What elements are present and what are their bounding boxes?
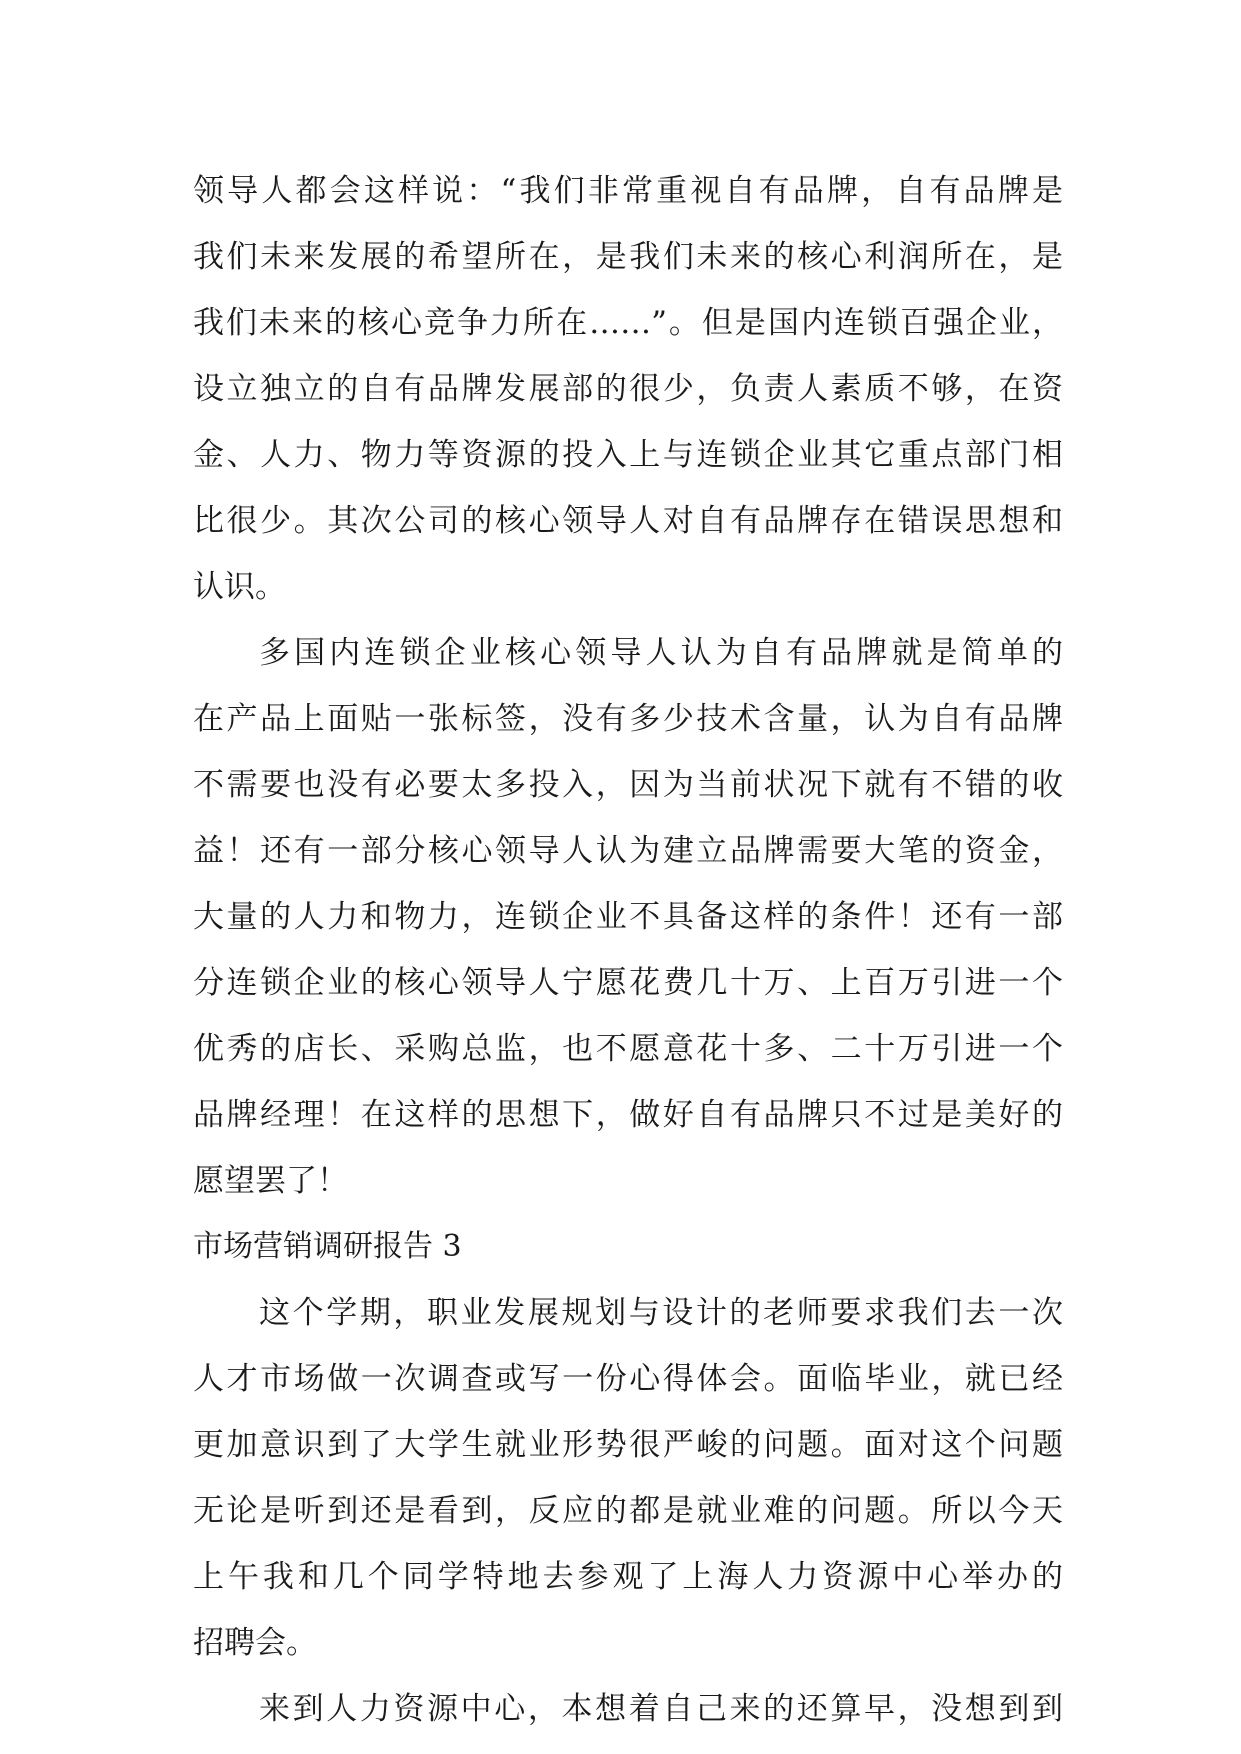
text-line: 招聘会。: [193, 1625, 317, 1661]
text-line: 人才市场做一次调查或写一份心得体会。面临毕业，就已经: [193, 1361, 1063, 1397]
section-heading: 市场营销调研报告 3: [193, 1229, 462, 1264]
text-line: 我们未来的核心竞争力所在……”。但是国内连锁百强企业，: [193, 305, 1063, 341]
text-line: 金、人力、物力等资源的投入上与连锁企业其它重点部门相: [193, 437, 1063, 473]
text-line: 无论是听到还是看到，反应的都是就业难的问题。所以今天: [193, 1493, 1063, 1529]
text-line: 认识。: [193, 569, 286, 605]
text-line: 愿望罢了！: [193, 1163, 348, 1199]
text-line: 来到人力资源中心，本想着自己来的还算早，没想到到: [259, 1691, 1063, 1727]
text-line: 上午我和几个同学特地去参观了上海人力资源中心举办的: [193, 1559, 1063, 1595]
text-line: 在产品上面贴一张标签，没有多少技术含量，认为自有品牌: [193, 701, 1063, 737]
text-line: 比很少。其次公司的核心领导人对自有品牌存在错误思想和: [193, 503, 1063, 539]
text-line: 益！还有一部分核心领导人认为建立品牌需要大笔的资金，: [193, 833, 1063, 869]
text-line: 优秀的店长、采购总监，也不愿意花十多、二十万引进一个: [193, 1031, 1063, 1067]
text-line: 分连锁企业的核心领导人宁愿花费几十万、上百万引进一个: [193, 965, 1063, 1001]
text-line: 大量的人力和物力，连锁企业不具备这样的条件！还有一部: [193, 899, 1063, 935]
text-line: 更加意识到了大学生就业形势很严峻的问题。面对这个问题: [193, 1427, 1063, 1463]
text-line: 设立独立的自有品牌发展部的很少，负责人素质不够，在资: [193, 371, 1063, 407]
text-line: 品牌经理！在这样的思想下，做好自有品牌只不过是美好的: [193, 1097, 1063, 1133]
text-line: 我们未来发展的希望所在，是我们未来的核心利润所在，是: [193, 239, 1063, 275]
text-line: 领导人都会这样说：“我们非常重视自有品牌，自有品牌是: [193, 173, 1063, 209]
document-page: [193, 158, 1063, 1742]
text-line: 多国内连锁企业核心领导人认为自有品牌就是简单的: [259, 635, 1063, 671]
text-line: 这个学期，职业发展规划与设计的老师要求我们去一次: [259, 1295, 1063, 1331]
text-line: 不需要也没有必要太多投入，因为当前状况下就有不错的收: [193, 767, 1063, 803]
